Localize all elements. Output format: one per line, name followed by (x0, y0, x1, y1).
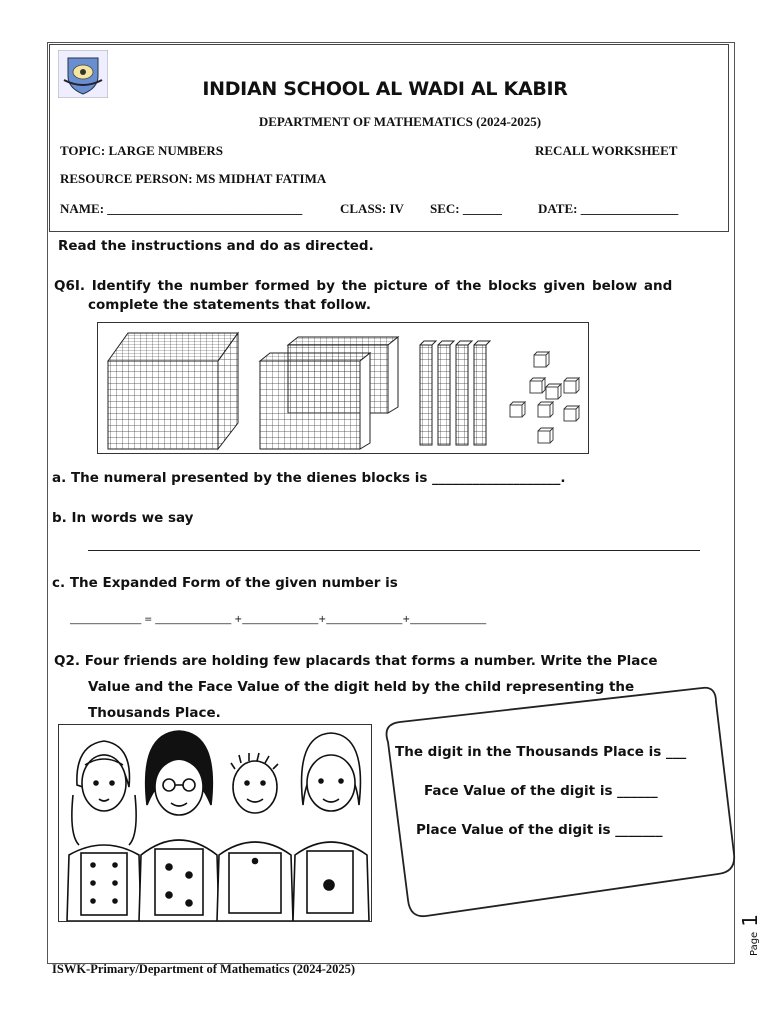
face-value-prompt[interactable]: Face Value of the digit is ______ (424, 783, 658, 799)
resource-person: RESOURCE PERSON: MS MIDHAT FATIMA (60, 171, 327, 186)
q6-question-line2: complete the statements that follow. (88, 297, 371, 313)
q6-part-b: b. In words we say (52, 510, 194, 526)
children-illustration (59, 725, 371, 921)
dienes-blocks-picture (97, 322, 589, 454)
thousands-digit-prompt[interactable]: The digit in the Thousands Place is ___ (395, 744, 687, 760)
page-number (738, 914, 762, 956)
place-value-prompt[interactable]: Place Value of the digit is _______ (416, 822, 663, 838)
words-answer-line[interactable] (88, 550, 700, 551)
worksheet-type: RECALL WORKSHEET (535, 143, 678, 158)
ten-rods (420, 341, 490, 445)
school-name: INDIAN SCHOOL AL WADI AL KABIR (202, 78, 568, 100)
department-title: DEPARTMENT OF MATHEMATICS (2024-2025) (258, 114, 542, 129)
topic-label: TOPIC: LARGE NUMBERS (60, 143, 224, 158)
answer-card (372, 684, 742, 920)
child-2 (139, 731, 219, 921)
expanded-form-answer[interactable]: _______________ = ________________ +________________+________________+________________ (70, 614, 487, 625)
date-field[interactable]: DATE: _______________ (538, 201, 679, 216)
children-placards-picture (58, 724, 372, 922)
q2-question-line2: Value and the Face Value of the digit held by the child representing the (88, 679, 635, 695)
sec-field[interactable]: SEC: ______ (430, 201, 502, 216)
q6-question-line1: Q6I. Identify the number formed by the picture of the blocks given below and (54, 278, 673, 294)
name-field[interactable]: NAME: ______________________________ (60, 201, 303, 216)
dienes-blocks-illustration (98, 323, 588, 453)
q2-question-line1: Q2. Four friends are holding few placards that forms a number. Write the Place (54, 653, 658, 669)
q6-part-a: a. The numeral presented by the dienes blocks is ___________________. (52, 470, 566, 486)
thousand-cube (108, 333, 238, 449)
child-1 (67, 741, 141, 921)
child-3 (217, 753, 293, 921)
instructions: Read the instructions and do as directed. (58, 238, 374, 254)
hundred-flats (260, 337, 398, 449)
page-number-value: 1 (738, 913, 762, 927)
q6-part-c: c. The Expanded Form of the given number is (52, 575, 398, 591)
q2-question-line3: Thousands Place. (88, 705, 221, 721)
footer-text: ISWK-Primary/Department of Mathematics (2024-2025) (52, 962, 356, 976)
child-4 (293, 733, 369, 921)
class-label: CLASS: IV (340, 201, 404, 216)
page-label: Page (749, 931, 760, 956)
one-cubes (510, 352, 579, 443)
